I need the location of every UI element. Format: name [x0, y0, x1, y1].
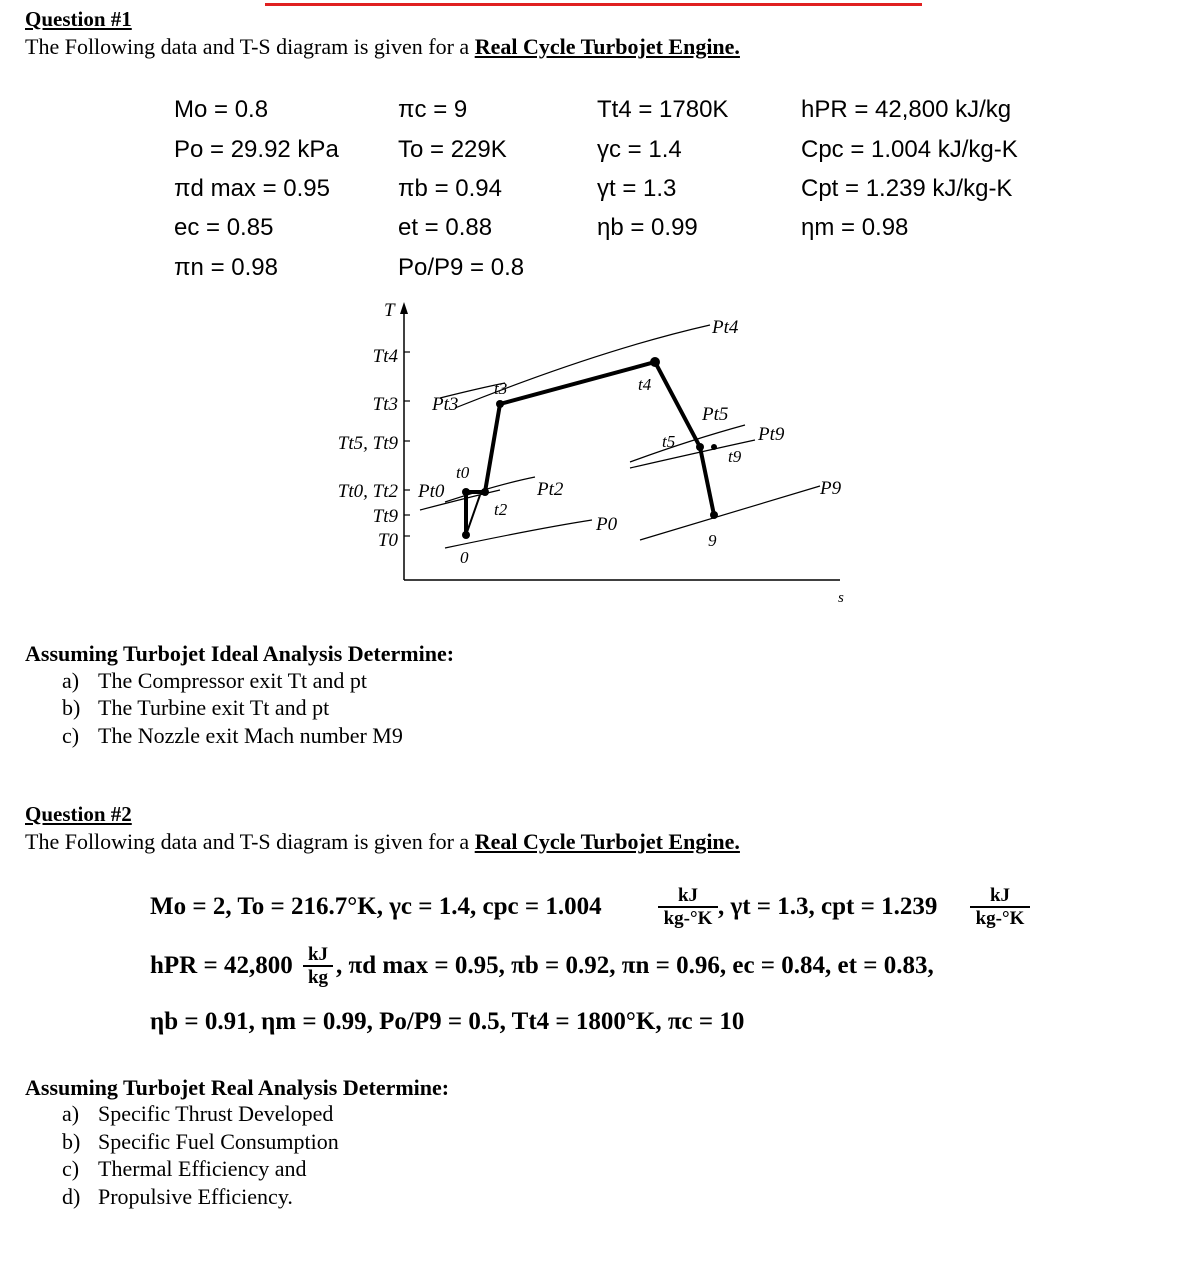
label-pt3: Pt3: [432, 394, 459, 415]
state-0: 0: [460, 548, 469, 567]
unit-denominator: kg: [307, 967, 329, 988]
param: γt = 1.3: [597, 175, 677, 202]
label-p9: P9: [820, 478, 842, 499]
item-text: Specific Fuel Consumption: [98, 1129, 339, 1154]
q2-item: [62, 1184, 293, 1210]
param: et = 0.88: [398, 214, 493, 241]
t-axis-label: T: [384, 300, 395, 321]
label-pt2: Pt2: [537, 479, 564, 500]
unit-numerator: kJ: [658, 886, 718, 908]
item-label: b): [62, 695, 81, 720]
q2-item: [62, 1129, 339, 1155]
y-tick: Tt9: [372, 506, 398, 527]
q2-line2-b: , πd max = 0.95, πb = 0.92, πn = 0.96, ec = 0.84, et = 0.83,: [336, 952, 934, 979]
state-t9: t9: [728, 447, 742, 466]
item-text: The Nozzle exit Mach number M9: [98, 723, 403, 748]
q2-title: Question #2: [25, 802, 132, 826]
item-label: c): [62, 723, 80, 748]
param: γc = 1.4: [597, 136, 682, 163]
param: Cpt = 1.239 kJ/kg-K: [801, 175, 1013, 202]
label-pt5: Pt5: [702, 404, 729, 425]
param: To = 229K: [398, 136, 507, 163]
state-t4: t4: [638, 375, 652, 394]
q1-item: [62, 723, 403, 749]
isobar-p9: [640, 486, 820, 540]
param: Cpc = 1.004 kJ/kg-K: [801, 136, 1018, 163]
ts-diagram: [0, 0, 1192, 620]
q1-item: [62, 695, 329, 721]
q2-unit-fraction-2: [970, 886, 1030, 930]
y-tick: Tt4: [372, 346, 398, 367]
unit-denominator: kg-°K: [663, 908, 713, 929]
item-label: c): [62, 1156, 80, 1181]
q1-item: [62, 668, 367, 694]
q2-unit-fraction: [658, 886, 718, 930]
q1-intro-emphasis: Real Cycle Turbojet Engine.: [474, 34, 740, 59]
item-text: Specific Thrust Developed: [98, 1101, 334, 1126]
param: Mo = 0.8: [174, 96, 269, 123]
param: ηb = 0.99: [597, 214, 698, 241]
param: ec = 0.85: [174, 214, 274, 241]
item-label: b): [62, 1129, 81, 1154]
unit-denominator: kg-°K: [975, 908, 1025, 929]
item-text: The Turbine exit Tt and pt: [98, 695, 330, 720]
param: ηm = 0.98: [801, 214, 909, 241]
state-t0: t0: [456, 463, 470, 482]
state-t5: t5: [662, 432, 676, 451]
y-tick: Tt3: [372, 394, 398, 415]
q1-analysis-header: Assuming Turbojet Ideal Analysis Determine:: [25, 641, 455, 666]
label-pt9: Pt9: [758, 424, 785, 445]
s-axis-label: s: [838, 590, 844, 606]
q2-intro-emphasis: Real Cycle Turbojet Engine.: [474, 829, 740, 854]
param: πc = 9: [398, 96, 468, 123]
state-t2: t2: [494, 500, 508, 519]
item-label: a): [62, 1101, 80, 1126]
t-axis-arrow: [400, 302, 408, 314]
param: Po/P9 = 0.8: [398, 254, 525, 281]
item-label: a): [62, 668, 80, 693]
param: Po = 29.92 kPa: [174, 136, 339, 163]
item-label: d): [62, 1184, 81, 1209]
y-tick: T0: [377, 530, 398, 551]
item-text: The Compressor exit Tt and pt: [98, 668, 368, 693]
q2-line1-b: , γt = 1.3, cpt = 1.239: [718, 893, 938, 920]
unit-numerator: kJ: [303, 945, 333, 967]
q2-intro-text: The Following data and T-S diagram is given for a: [25, 829, 475, 854]
q2-line3: ηb = 0.91, ηm = 0.99, Po/P9 = 0.5, Tt4 = 1800°K, πc = 10: [150, 1008, 745, 1035]
param: hPR = 42,800 kJ/kg: [801, 96, 1012, 123]
y-tick: Tt0, Tt2: [337, 481, 398, 502]
q2-unit-fraction-3: [303, 945, 333, 989]
label-pt4: Pt4: [712, 317, 739, 338]
item-text: Propulsive Efficiency.: [98, 1184, 293, 1209]
state-9: 9: [708, 531, 717, 550]
state-t3: t3: [494, 379, 508, 398]
q1-intro-text: The Following data and T-S diagram is given for a: [25, 34, 475, 59]
item-text: Thermal Efficiency and: [98, 1156, 307, 1181]
param: Tt4 = 1780K: [597, 96, 729, 123]
q2-item: [62, 1156, 307, 1182]
q2-line1-a: Mo = 2, To = 216.7°K, γc = 1.4, cpc = 1.004: [150, 893, 602, 920]
param: πd max = 0.95: [174, 175, 330, 202]
q2-analysis-header: Assuming Turbojet Real Analysis Determine:: [25, 1075, 450, 1100]
q2-item: [62, 1101, 333, 1127]
unit-numerator: kJ: [970, 886, 1030, 908]
param: πb = 0.94: [398, 175, 502, 202]
q2-line2-a: hPR = 42,800: [150, 952, 293, 979]
q2-intro: [25, 829, 740, 855]
param: πn = 0.98: [174, 254, 278, 281]
label-p0: P0: [596, 514, 618, 535]
y-tick: Tt5, Tt9: [337, 433, 398, 454]
label-pt0: Pt0: [418, 481, 445, 502]
q1-title: Question #1: [25, 7, 132, 31]
